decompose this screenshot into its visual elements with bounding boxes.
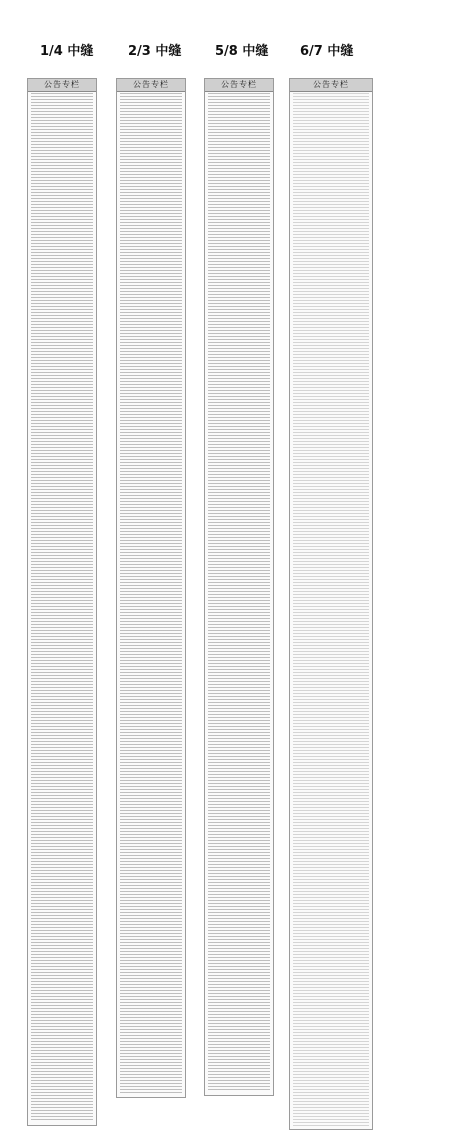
notice-column-4 <box>289 78 373 1130</box>
label-1-4: 1/4 中缝 <box>40 44 94 59</box>
notice-column-2 <box>116 78 186 1098</box>
column-header: 公告专栏 <box>290 79 372 92</box>
notice-column-3 <box>204 78 274 1096</box>
notice-text-block <box>208 93 270 1092</box>
notice-text-block <box>120 93 182 1094</box>
notice-text-block <box>293 93 369 1126</box>
label-6-7: 6/7 中缝 <box>300 44 354 59</box>
notice-text-block <box>31 93 93 1122</box>
column-header: 公告专栏 <box>28 79 96 92</box>
label-2-3: 2/3 中缝 <box>128 44 182 59</box>
column-header: 公告专栏 <box>117 79 185 92</box>
column-header: 公告专栏 <box>205 79 273 92</box>
notice-column-1 <box>27 78 97 1126</box>
label-5-8: 5/8 中缝 <box>215 44 269 59</box>
